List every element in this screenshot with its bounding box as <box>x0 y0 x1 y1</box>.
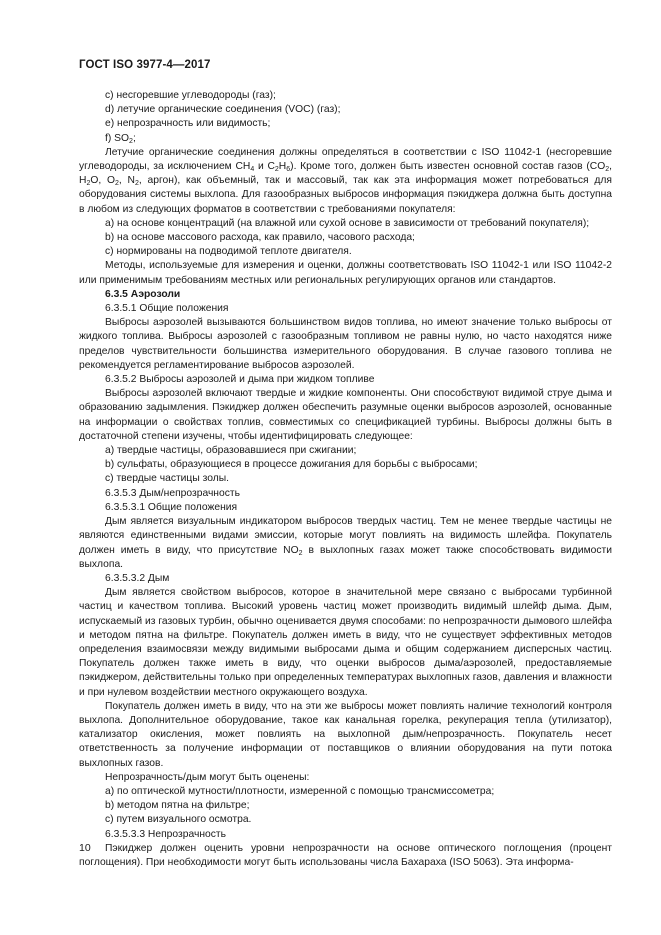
paragraph <box>79 444 612 458</box>
text-run: a) по оптической мутности/плотности, измеренной с помощью трансмиссометра; <box>105 785 495 797</box>
subscript: 2 <box>129 137 133 145</box>
text-run: в выхлопных газах может также способствовать видимости выхлопа. <box>79 544 612 570</box>
text-run: Покупатель должен иметь в виду, что на эти же выбросы может повлиять наличие технологий контроля выхлопа. Дополнительное оборудование, такое как канальная горелка, рекуперация тепла (утилизатор), катализатор окисления, может повлиять на выхлопной дым/непрозрачность. Покупатель несет ответственность за получение информации от поставщиков о влиянии оборудования на пути потока выхлопных газов. <box>79 700 612 769</box>
text-run: b) методом пятна на фильтре; <box>105 800 250 812</box>
paragraph <box>79 316 612 373</box>
paragraph <box>79 387 612 444</box>
paragraph <box>79 89 612 103</box>
paragraph <box>79 231 612 245</box>
text-run: e) непрозрачность или видимость; <box>105 118 271 130</box>
paragraph <box>79 700 612 771</box>
text-run: Дым является свойством выбросов, которое в значительной мере связано с выбросами турбинной частиц и качеством топлива. Высокий уровень частиц может производить видимый шлейф дыма. Дым, испускаемый из газовых турбин, обычно оценивается двумя способами: по непрозрачности дымового шлейфа и методом пятна на фильтре. Покупатель должен иметь в виду, что не существует эффективных методов определения взаимосвязи между видимыми выбросами дыма и общим содержанием дисперсных частиц. Покупатель должен также иметь в виду, что оценки выбросов дыма/аэрозолей, предоставляемые пэкиджером, действительны только при определенных температурах выхлопных газов, давления и влажности и при нулевом воздействии местного окружающего воздуха. <box>79 587 612 698</box>
text-run: f) SO <box>105 132 130 144</box>
text-run: c) путем визуального осмотра. <box>105 814 252 826</box>
paragraph <box>79 288 612 302</box>
paragraph <box>79 373 612 387</box>
paragraph <box>79 586 612 700</box>
text-run: , H <box>79 161 612 187</box>
text-run: c) несгоревшие углеводороды (газ); <box>105 90 276 101</box>
text-run: Выбросы аэрозолей вызываются большинством видов топлива, но имеют значение только выбросы от жидкого топлива. Выбросы аэрозолей с газообразным топливом не равны нулю, но часто находятся ниже пределов чувствительности большинства измерительного оборудования. В случае газового топлива не рекомендуется регламентирование выбросов аэрозолей. <box>79 317 612 371</box>
paragraph <box>79 515 612 572</box>
subscript: 4 <box>250 166 255 174</box>
text-run: O, O <box>90 175 116 187</box>
text-run: 6.3.5 Аэрозоли <box>105 288 181 300</box>
paragraph <box>79 501 612 515</box>
text-run: ). Кроме того, должен быть известен основной состав газов (CO <box>290 161 606 173</box>
text-run: 6.3.5.1 Общие положения <box>105 303 229 315</box>
subscript: 2 <box>298 549 303 557</box>
paragraph <box>79 771 612 785</box>
paragraph <box>79 458 612 472</box>
subscript: 2 <box>86 180 91 188</box>
text-run: Пэкиджер должен оценить уровни непрозрачности на основе оптического поглощения (процент поглощения). При необходимости могут быть использованы числа Бахараха (ISO 5063). Эта информа- <box>79 842 612 868</box>
paragraph <box>79 572 612 586</box>
subscript: 2 <box>605 166 610 174</box>
paragraph <box>79 132 612 146</box>
text-run: H <box>278 161 287 173</box>
page-number: 10 <box>79 842 91 854</box>
text-run: d) летучие органические соединения (VOC) (газ); <box>105 104 341 116</box>
paragraph <box>79 799 612 813</box>
text-run: Методы, используемые для измерения и оценки, должны соответствовать ISO 11042-1 или ISO 11042-2 или применимым требованиям местных или региональных регулирующих органов или стандартов. <box>79 260 612 286</box>
paragraph <box>79 117 612 131</box>
text-run: c) нормированы на подводимой теплоте двигателя. <box>105 246 352 258</box>
text-run: 6.3.5.3 Дым/непрозрачность <box>105 487 240 499</box>
paragraph <box>79 146 612 217</box>
text-run: Летучие органические соединения должны определяться в соответствии с ISO 11042-1 (несгоревшие углеводороды, за исключением CH <box>79 146 612 173</box>
text-run: Дым является визуальным индикатором выбросов твердых частиц. Тем не менее твердые частицы не являются единственными видами эмиссии, которые могут повлиять на видимость шлейфа. Покупатель должен иметь в виду, что присутствие NO <box>79 516 612 556</box>
text-run: 6.3.5.3.1 Общие положения <box>105 501 238 513</box>
paragraph <box>79 813 612 827</box>
paragraph <box>79 472 612 486</box>
paragraph <box>79 245 612 259</box>
subscript: 2 <box>115 180 119 188</box>
text-run: Непрозрачность/дым могут быть оценены: <box>105 771 310 783</box>
paragraph <box>79 828 612 842</box>
text-run: 6.3.5.3.2 Дым <box>105 572 170 584</box>
paragraph <box>79 103 612 117</box>
subscript: 2 <box>274 166 279 174</box>
text-run: и C <box>254 161 275 173</box>
document-body <box>79 89 612 870</box>
paragraph <box>79 487 612 501</box>
text-run: a) твердые частицы, образовавшиеся при сжигании; <box>105 445 357 457</box>
paragraph <box>79 217 612 231</box>
paragraph <box>79 302 612 316</box>
paragraph <box>79 842 612 870</box>
text-run: b) на основе массового расхода, как правило, часового расхода; <box>105 232 415 244</box>
text-run: c) твердые частицы золы. <box>105 473 229 485</box>
text-run: , аргон), как объемный, так и массовый, так как эта информация может потребоваться для оборудования системы выхлопа. Для газообразных выбросов информация пэкиджера должна быть доступна в любом из следующих форматов в соответствии с требованиями покупателя: <box>79 175 612 215</box>
paragraph <box>79 259 612 287</box>
text-run: 6.3.5.3.3 Непрозрачность <box>105 828 226 840</box>
subscript: 6 <box>286 166 291 174</box>
text-run: , N <box>118 175 135 187</box>
text-run: b) сульфаты, образующиеся в процессе дожигания для борьбы с выбросами; <box>105 459 478 471</box>
text-run: 6.3.5.2 Выбросы аэрозолей и дыма при жидком топливе <box>105 374 375 386</box>
document-header: ГОСТ ISO 3977-4—2017 <box>79 59 211 71</box>
subscript: 2 <box>135 180 139 188</box>
text-run: ; <box>132 132 136 144</box>
text-run: a) на основе концентраций (на влажной или сухой основе в зависимости от требований покупателя); <box>105 217 590 229</box>
paragraph <box>79 785 612 799</box>
text-run: Выбросы аэрозолей включают твердые и жидкие компоненты. Они способствуют видимой струе дыма и образованию задымления. Пэкиджер должен обеспечить разумные оценки выбросов аэрозолей, основанные на информации о свойствах топлив, совместимых со спецификацией турбины. Выбросы должны быть в достаточной степени изучены, чтобы идентифицировать следующее: <box>79 388 612 442</box>
